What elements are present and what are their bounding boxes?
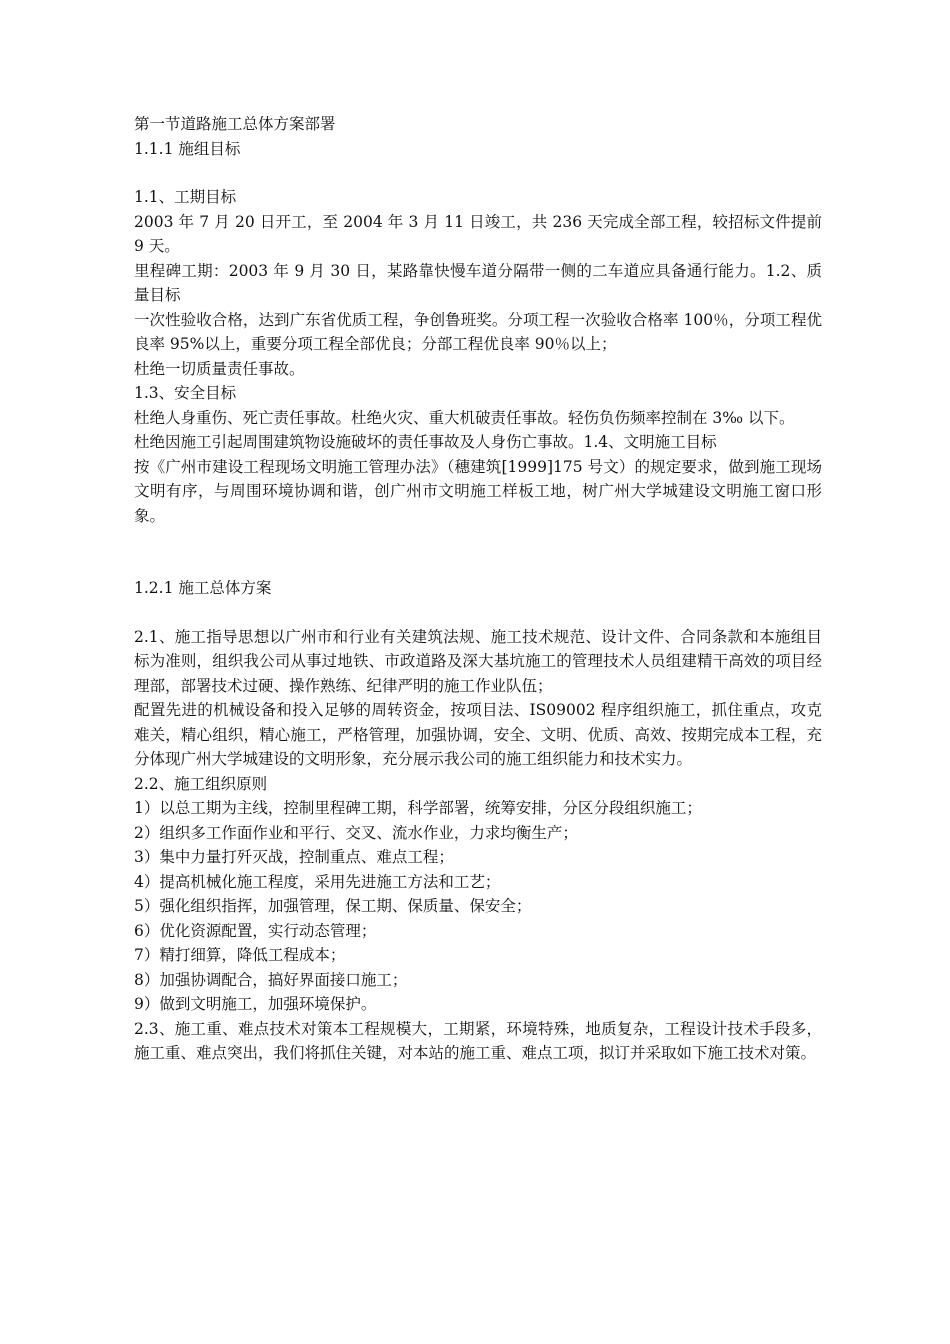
list-item-principle-3: 3）集中力量打歼灭战，控制重点、难点工程； (134, 848, 454, 866)
paragraph-schedule-target: 2003 年 7 月 20 日开工，至 2004 年 3 月 11 日竣工，共 236 天完成全部工程，较招标文件提前 9 天。 (134, 212, 822, 255)
paragraph-quality-target: 一次性验收合格，达到广东省优质工程，争创鲁班奖。分项工程一次验收合格率 100％，分项工程优良率 95%以上，重要分项工程全部优良；分部工程优良率 90％以上； (134, 310, 822, 353)
list-item-principle-5: 5）强化组织指挥，加强管理，保工期、保质量、保安全； (134, 897, 532, 915)
paragraph-guiding-ideology: 2.1、施工指导思想以广州市和行业有关建筑法规、施工技术规范、设计文件、合同条款和本施组目标为准则，组织我公司从事过地铁、市政道路及深大基坑施工的管理技术人员组建精干高效的项目经理部，部署技术过硬、操作熟练、纪律严明的施工作业队伍； (134, 627, 822, 695)
list-item-principle-6: 6）优化资源配置，实行动态管理； (134, 921, 377, 940)
spacer (134, 601, 822, 625)
list-item-principle-1: 1）以总工期为主线，控制里程碑工期，科学部署，统筹安排，分区分段组织施工； (134, 799, 702, 817)
paragraph-safety-surroundings: 杜绝因施工引起周围建筑物设施破坏的责任事故及人身伤亡事故。1.4、文明施工目标 (134, 433, 717, 451)
list-item-principle-4: 4）提高机械化施工程度，采用先进施工方法和工艺； (134, 872, 501, 891)
paragraph-equipment-funding: 配置先进的机械设备和投入足够的周转资金，按项目法、IS09002 程序组织施工，抓住重点，攻克难关，精心组织，精心施工，严格管理，加强协调，安全、文明、优质、高效、按期完成本工程，充分体现广州大学城建设的文明形象，充分展示我公司的施工组织能力和技术实力。 (134, 701, 822, 768)
paragraph-safety-heading: 1.3、安全目标 (134, 384, 237, 402)
subsection-title-1-2-1: 1.2.1 施工总体方案 (134, 579, 272, 597)
list-item-principle-8: 8）加强协调配合，搞好界面接口施工； (134, 970, 408, 989)
paragraph-schedule-heading: 1.1、工期目标 (134, 188, 237, 206)
paragraph-milestone: 里程碑工期：2003 年 9 月 30 日，某路靠快慢车道分隔带一侧的二车道应具备通行能力。1.2、质量目标 (134, 261, 822, 304)
spacer (134, 528, 822, 576)
paragraph-key-difficulties: 2.3、施工重、难点技术对策本工程规模大，工期紧，环境特殊，地质复杂，工程设计技术手段多，施工重、难点突出，我们将抓住关键，对本站的施工重、难点工项，拟订并采取如下施工技术对策。 (134, 1019, 822, 1062)
document-body (134, 112, 822, 1066)
list-item-principle-9: 9）做到文明施工，加强环境保护。 (134, 995, 377, 1013)
list-item-principle-2: 2）组织多工作面作业和平行、交叉、流水作业，力求均衡生产； (134, 823, 578, 842)
subsection-title-1-1-1: 1.1.1 施组目标 (134, 139, 241, 158)
paragraph-civilized-construction: 按《广州市建设工程现场文明施工管理办法》（穗建筑[1999]175 号文）的规定要求，做到施工现场文明有序，与周围环境协调和谐，创广州市文明施工样板工地，树广州大学城建设文明施工窗口形象。 (134, 457, 822, 525)
section-title: 第一节道路施工总体方案部署 (134, 115, 336, 133)
paragraph-principles-heading: 2.2、施工组织原则 (134, 774, 268, 793)
paragraph-quality-accident: 杜绝一切质量责任事故。 (134, 359, 305, 378)
spacer (134, 161, 822, 185)
list-item-principle-7: 7）精打细算，降低工程成本； (134, 946, 346, 964)
paragraph-safety-target: 杜绝人身重伤、死亡责任事故。杜绝火灾、重大机破责任事故。轻伤负伤频率控制在 3‰ 以下。 (134, 408, 795, 427)
